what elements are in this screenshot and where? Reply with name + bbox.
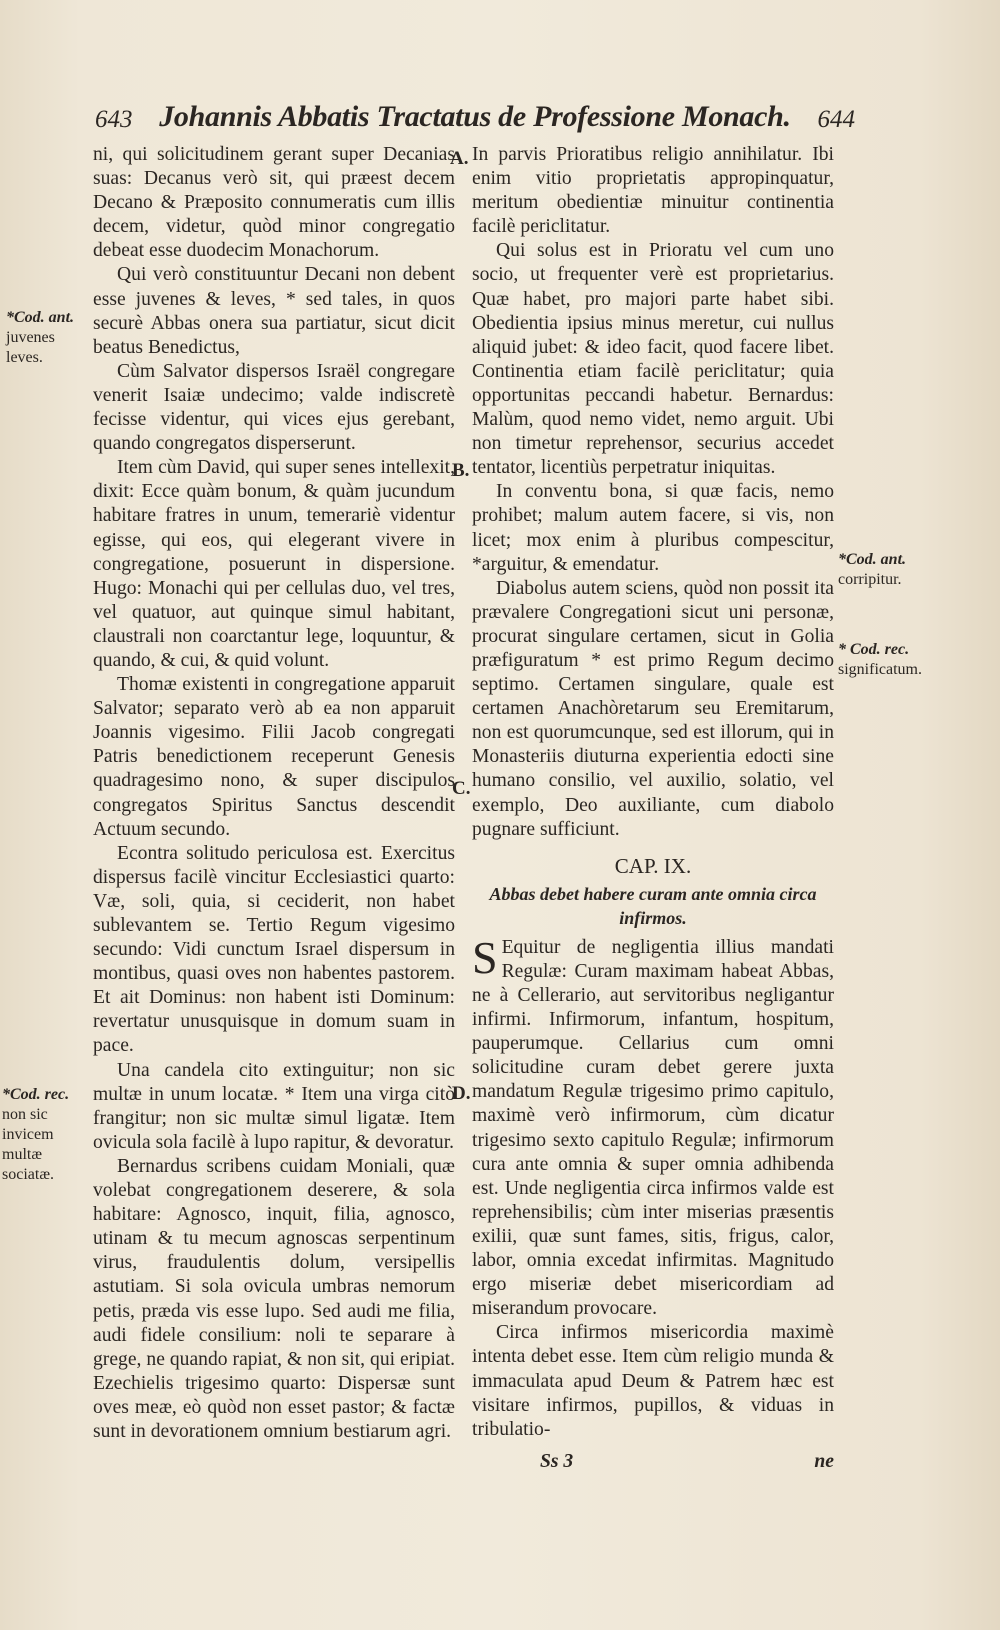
paragraph [472,931,834,1322]
marginal-note [838,550,918,590]
section-letter: B. [452,460,470,481]
paragraph: Thomæ existenti in congregatione apparuit Salvator; separato verò ab ea non apparuit Joannis vigesimo. Filii Jacob congregati Patris benedictionem receperunt Genesis quadragesimo nono, & super discipulos congregatos Spiritus Sanctus descendit Actuum secundo. [93,674,455,840]
catchword: ne [814,1450,834,1472]
marginal-ref: *Cod. ant. [6,309,75,326]
marginal-ref: * Cod. rec. [838,641,910,658]
paragraph: In conventu bona, si quæ facis, nemo prohibet; malum autem facere, si vis, non licet; mox enim à pluribus compescitur, *arguitur, & emendatur. [472,481,834,575]
paragraph: ni, qui solicitudinem gerant super Decanias suas: Decanus verò sit, qui præest decem Decano & Præposito connumeratis cum illis decem, videtur, quòd minor congregatio debeat esse duodecim Monachorum. [93,144,455,262]
paragraph: Circa infirmos misericordia maximè intenta debet esse. Item cùm religio munda & immaculata apud Deum & Patrem hæc est visitare infirmos, pupillos, & viduas in tribulatio- [472,1322,834,1440]
marginal-text: juvenes leves. [6,329,55,366]
paragraph: Una candela cito extinguitur; non sic multæ in unum locatæ. * Item una virga citò frangitur; non sic multæ simul ligatæ. Item ovicula sola facilè à lupo rapitur, & devoratur. [93,1059,455,1153]
drop-cap: S [472,931,498,983]
marginal-text: non sic invicem multæ sociatæ. [2,1106,54,1183]
marginal-ref: *Cod. rec. [2,1086,70,1103]
page-number-right: 644 [817,106,855,133]
marginal-note [838,640,922,680]
chapter-heading: CAP. IX. [614,853,692,878]
marginal-ref: *Cod. ant. [838,551,907,568]
marginal-note [2,1085,90,1185]
paragraph: Diabolus autem sciens, quòd non possit ita prævalere Congregationi sicut uni personæ, procurat singulare certamen, sicut in Golia præfiguratum * est primo Regum decimo septimo. Certamen singulare, quale est certamen Anachòretarum seu Eremitarum, non est quorumcunque, sed est illorum, qui in Monasteriis diuturna experientia edocti sine humano consilio, vel auxilio, solatio, vel exemplo, Deo auxiliante, cum diabolo pugnare sufficiunt. [472,577,834,840]
left-column [93,143,455,1444]
marginal-text: corripitur. [838,571,902,588]
section-letter: C. [452,778,471,799]
paragraph: Econtra solitudo periculosa est. Exercitus dispersus facilè vincitur Ecclesiastici quarto: Væ, soli, quia, si ceciderit, non habet sublevantem se. Tertio Regum vigesimo secundo: Vidi cunctum Israel dispersum in montibus, quasi oves non habentes pastorem. Et ait Dominus: non habent isti Dominum: revertatur unusquisque in domum suam in pace. [93,842,455,1057]
running-title: Johannis Abbatis Tractatus de Professione Monach. [159,100,791,133]
section-letter: D. [452,1083,471,1104]
paragraph: Qui solus est in Prioratu vel cum uno socio, ut frequenter verè est proprietarius. Quæ habet, pro majori parte habet sibi. Obedientia ipsius minus meretur, cui nullus aliquid jubet: & ideo facit, quod facere libet. Continentia etiam facilè periclitatur; quia opportunitas peccandi habetur. Bernardus: Malùm, quod nemo videt, nemo arguit. Ubi non timetur reprehensor, securius accedet tentator, licentiùs perpetratur iniquitas. [472,240,834,479]
paragraph: Bernardus scribens cuidam Moniali, quæ volebat congregationem deserere, & sola habitare: Agnosco, inquit, filia, agnosco, utinam & tu mecum agnoscas serpentinum virus, fraudulentis dolum, versipellis astutiam. Si sola ovicula umbras nemorum petis, præda vis esse lupo. Sed audi me filia, audi fidele consilium: noli te separare à grege, ne quando rapiat, & non sit, qui eripiat. Ezechielis trigesimo quarto: Dispersæ sunt oves meæ, eò quòd non esset pastor; & factæ sunt in devorationem omnium bestiarum agri. [93,1155,455,1442]
paragraph: Qui verò constituuntur Decani non debent esse juvenes & leves, * sed tales, in quos securè Abbas onera sua partiatur, sicut dicit beatus Benedictus, [93,264,455,358]
section-letter: A. [450,148,469,169]
running-header [95,100,855,136]
paragraph: Item cùm David, qui super senes intellexit, dixit: Ecce quàm bonum, & quàm jucundum habitare fratres in unum, temerariè videntur egisse, qui eos, qui elegerant vivere in congregatione, posuerunt in dispersione. Hugo: Monachi qui per cellulas duo, vel tres, vel quatuor, aut quinque simul habitant, claustrali non coarctantur lege, loquuntur, & quando, & cui, & quid volunt. [93,457,455,671]
paragraph: In parvis Prioratibus religio annihilatur. Ibi enim vitio proprietatis appropinquatur, meritum obedientiæ minuitur continentia facilè periclitatur. [472,144,834,238]
marginal-text: significatum. [838,661,922,678]
signature-line [472,1450,834,1474]
signature-mark: Ss 3 [540,1450,574,1472]
page-number-left: 643 [95,106,133,133]
paragraph: Cùm Salvator dispersos Israël congregare venerit Isaiæ undecimo; valde indiscretè fecisse videntur, qui vices ejus gerebant, quando congregatos disperserunt. [93,360,455,455]
right-column [472,143,834,1474]
marginal-note [6,308,91,368]
paragraph-text: Equitur de negligentia illius mandati Regulæ: Curam maximam habeat Abbas, ne à Cellerario, aut servitoribus negligantur infirmi. Infirmorum, infantum, hospitum, pauperumque. Cellarius cum omni solicitudine curam debet gerere juxta mandatum Regulæ trigesimo primo capitulo, maximè verò infirmorum, cùm dicatur trigesimo sexto capitulo Regulæ; infirmorum cura ante omnia & super omnia adhibenda est. Unde negligentia circa infirmos valde est reprehensibilis; cùm inter miserias præsentis exilii, quæ sunt fames, sitis, frigus, calor, labor, omnia excedat infirmitas. Magnitudo ergo miseriæ debet misericordiam ad miserandum provocare. [472,936,834,1320]
chapter-subtitle: Abbas debet habere curam ante omnia circa infirmos. [489,883,817,928]
